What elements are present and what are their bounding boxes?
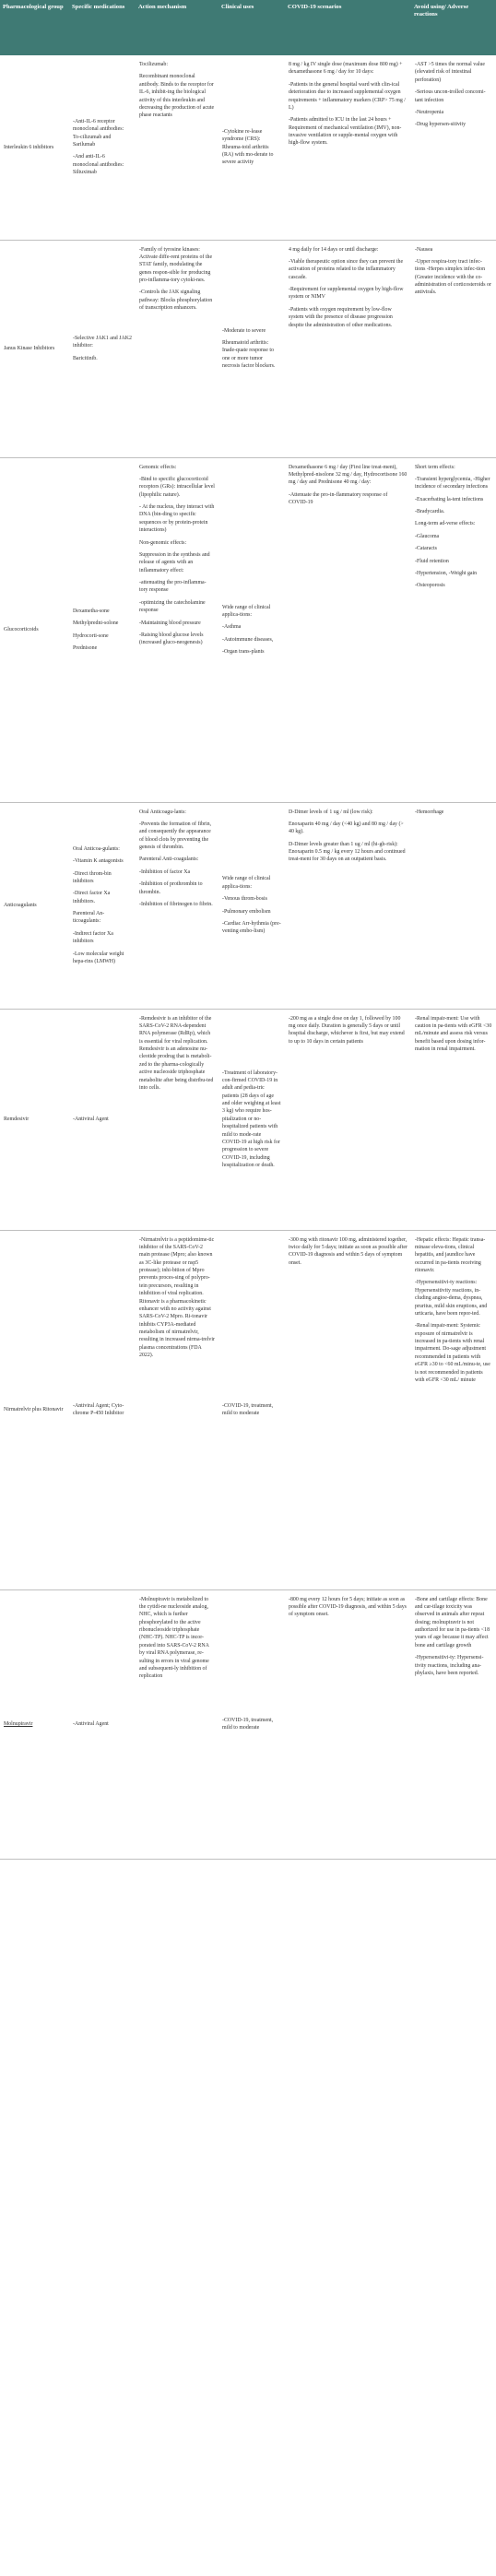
mechanism-cell bbox=[136, 55, 218, 240]
cell-line: -Controls the JAK signaling pathway: Blocks phosphorylation of transcription enhancers. bbox=[139, 290, 213, 312]
cell-line: -COVID-19, treatment, mild to moderate bbox=[222, 1717, 274, 1731]
cell-line: Short term effects: bbox=[415, 464, 455, 470]
cell-line: -COVID-19, treatment, mild to moderate bbox=[222, 1402, 274, 1416]
regimen-cell bbox=[285, 1589, 411, 1859]
uses-cell bbox=[218, 802, 285, 1009]
cell-line: -Bone and cartilage effects: Bone and car-tilage toxicity was observed in animals after repeat dosing; molnupiravir is not authorized for use in pa-tients <18 years of age because it may affect bone and cartilage growth bbox=[415, 1596, 490, 1648]
cell-line: -Fluid retention bbox=[415, 558, 449, 564]
table-row bbox=[0, 55, 496, 240]
cell-line: -Direct throm-bin inhibitors bbox=[73, 870, 112, 884]
cell-line: -Inhibition of fibrinogen to fibrin. bbox=[139, 901, 213, 907]
adverse-cell bbox=[411, 1009, 496, 1230]
cell-line: -Venous throm-bosis bbox=[222, 896, 267, 903]
uses-cell bbox=[218, 55, 285, 240]
cell-line: -Cardiac Arr-hythmia (pre-venting embo-lism) bbox=[222, 920, 281, 935]
cell-line: -Hypersensitivi-ty: Hypersensi-tivity reactions, including ana-phylaxis, have been reported. bbox=[415, 1655, 484, 1676]
cell-line: -Neutropenia bbox=[415, 109, 444, 115]
mechanism-cell bbox=[136, 457, 218, 802]
cell-line: -Upper respira-tory tract infec-tions -Herpes simplex infec-tion (Greater incidence with the co-administration of corticosteroids or antivirals. bbox=[415, 258, 491, 296]
adverse-cell bbox=[411, 802, 496, 1009]
regimen-cell bbox=[285, 457, 411, 802]
cell-line: -Direct factor Xa inhibitors. bbox=[73, 891, 111, 904]
cell-line: -Family of tyrosine kinases: Activate diffe-rent proteins of the STAT family, modulating the genes respon-sible for producing pro-inflamma-tory cytoki-nes. bbox=[139, 246, 213, 283]
cell-line: -Prevents the formation of fibrin, and consequently the appearance of blood clots by preventing the genesis of thrombin. bbox=[139, 821, 212, 850]
header-row bbox=[0, 0, 496, 55]
mechanism-cell bbox=[136, 1009, 218, 1230]
header-mechanism: Action mechanism bbox=[136, 0, 218, 55]
cell-line: 8 mg / kg IV single dose (maximum dose 800 mg) + dexamethasone 6 mg / day for 10 days: bbox=[289, 62, 403, 76]
uses-cell bbox=[218, 1589, 285, 1859]
mechanism-cell bbox=[136, 240, 218, 457]
table-row bbox=[0, 457, 496, 802]
table-row bbox=[0, 1009, 496, 1230]
header-avoid: Avoid using/ Adverse reactions bbox=[411, 0, 496, 55]
header-regimen: COVID-19 scenarios bbox=[285, 0, 411, 55]
cell-line: -Low molecular weight hepa-rins (LMWH) bbox=[73, 951, 124, 964]
uses-cell bbox=[218, 1230, 285, 1589]
cell-line: Dexametha-sone bbox=[73, 608, 110, 614]
mechanism-cell bbox=[136, 1230, 218, 1589]
medications-cell bbox=[69, 802, 136, 1009]
uses-cell bbox=[218, 457, 285, 802]
cell-line: 4 mg daily for 14 days or until discharge: bbox=[289, 246, 379, 253]
cell-line: Recombinant monoclonal antibody. Binds to the receptor for IL-6, inhibit-ing the biological activity of this interleukin and decreasing the production of acute phase reactants bbox=[139, 74, 215, 119]
cell-line: -Pulmonary embolism bbox=[222, 908, 271, 915]
cell-line: -Patients in the general hospital ward with clin-ical deterioration due to increased supplemental oxygen requirements + inflammatory markers (CRP> 75 mg / L) bbox=[289, 81, 406, 111]
cell-line: -Molnupiravir is metabolized to the cytidi-ne nucleoside analog, NHC, which is further phosphorylated to the active ribonucleoside triphosphate (NHC-TP). NHC-TP is incor-porated into SARS-CoV-2 RNA by viral RNA polymerase, re-sulting in errors in viral genome and subsequent-ly inhibition of replication bbox=[139, 1596, 209, 1680]
cell-line: -Antiviral Agent bbox=[73, 1116, 109, 1122]
uses-cell bbox=[218, 240, 285, 457]
regimen-cell bbox=[285, 55, 411, 240]
adverse-cell bbox=[411, 55, 496, 240]
adverse-cell bbox=[411, 1589, 496, 1859]
cell-line: -Osteoporosis bbox=[415, 583, 445, 589]
medications-cell bbox=[69, 240, 136, 457]
cell-line: -Antiviral Agent bbox=[73, 1720, 109, 1727]
cell-line: Non-genomic effects: bbox=[139, 539, 187, 546]
cell-line: -Requirement for supplemental oxygen by high-flow system or NIMV bbox=[289, 287, 404, 301]
cell-line: -Cytokine re-lease syndrome (CRS): Rheuma-toid arthritis (RA) with mo-derate to severe activity bbox=[222, 128, 274, 166]
cell-line: -Drug hypersen-sitivity bbox=[415, 122, 466, 128]
cell-line: Prednisone bbox=[73, 644, 98, 651]
cell-line: -Transient hyperglycemia, -Higher incidence of secondary infections bbox=[415, 476, 490, 490]
medications-cell bbox=[69, 1009, 136, 1230]
cell-line: Tocilizumab: bbox=[139, 62, 168, 67]
cell-line: Wide range of clinical applica-tions: bbox=[222, 876, 271, 890]
cell-line: -Renal impair-ment: Systemic exposure of nirmatrelvir is increased in pa-tients with renal impairment. Do-sage adjustment recommended in patients with eGFR ≥30 to <60 mL/minu-te, use is not recommended in patients with eGFR <30 mL/ minute bbox=[415, 1323, 490, 1383]
cell-line: D-Dimer levels greater than 1 ug / ml (hi-gh-risk): Enoxaparin 0.5 mg / kg every 12 hours and continued treat-ment for 30 days on an outpatient basis. bbox=[289, 841, 406, 863]
cell-line: -Hepatic effects: Hepatic transa-minase eleva-tions, clinical hepatitis, and jaundice have occurred in pa-tients receiving ritonavir. bbox=[415, 1236, 486, 1273]
uses-cell bbox=[218, 1009, 285, 1230]
cell-line: -Selective JAK1 and JAK2 inhibitor: bbox=[73, 335, 132, 349]
adverse-cell bbox=[411, 1230, 496, 1589]
cell-line: -Raising blood glucose levels (increased gluco-neogenesis) bbox=[139, 632, 204, 646]
cell-line: Parenteral An-ticoagulants: bbox=[73, 911, 105, 925]
cell-line: -Treatment of laboratory-con-firmed COVID-19 in adult and pedia-tric patients (28 days of age and older weighing at least 3 kg) who require hos-pitalization or no-hospitalized patients with mild to mode-rate COVID-19 at high risk for progression to severe COVID-19, including hospitalization or death. bbox=[222, 1069, 281, 1169]
cell-line: -attenuating the pro-inflamma-tory response bbox=[139, 580, 207, 594]
table-row bbox=[0, 802, 496, 1009]
medications-cell bbox=[69, 457, 136, 802]
cell-line: -Patients with oxygen requirement by low-flow system with the presence of disease progression despite the administration of other medications. bbox=[289, 306, 393, 328]
cell-line: -Bradycardia. bbox=[415, 509, 445, 514]
cell-line: Hydrocorti-sone bbox=[73, 632, 109, 639]
cell-line: Suppression in the synthesis and release of agents with an inflammatory effect: bbox=[139, 551, 210, 573]
cell-line: -Hypersensitivi-ty reactions: Hypersensitivity reactions, in-cluding angioe-dema, dyspnea, pruritus, mild skin eruptions, and urticaria, have been repor-ted. bbox=[415, 1280, 488, 1317]
group-cell: Remdesivir bbox=[0, 1009, 69, 1230]
cell-line: Parenteral Anti-coagulants: bbox=[139, 857, 199, 863]
cell-line: -Serious uncon-trolled concomi-tant infection bbox=[415, 89, 486, 103]
cell-line: -Bind to specific glucocorticoid receptors (GRs): intracellular level (lipophilic nature). bbox=[139, 476, 215, 498]
cell-line: -Nausea bbox=[415, 246, 433, 253]
regimen-cell bbox=[285, 240, 411, 457]
cell-line: Wide range of clinical applica-tions: bbox=[222, 604, 271, 618]
regimen-cell bbox=[285, 1009, 411, 1230]
cell-line: -Anti-IL-6 receptor monoclonal antibodies: To-cilizumab and Sarilumab bbox=[73, 118, 124, 148]
cell-line: -Inhibition of prothrombin to thrombin. bbox=[139, 881, 203, 895]
header-group: Pharmacological group bbox=[0, 0, 69, 55]
medications-cell bbox=[69, 55, 136, 240]
cell-line: -Viable therapeutic option since they can prevent the activation of proteins related to the inflammatory cascade. bbox=[289, 258, 404, 280]
cell-line: Long-term ad-verse effects: bbox=[415, 521, 476, 527]
cell-line: Baricitinib. bbox=[73, 355, 98, 361]
cell-line: -Renal impair-ment: Use with caution in pa-tients with eGFR <30 mL/minute and assess risk versus benefit based upon dosing infor-mation in renal impairment. bbox=[415, 1015, 492, 1052]
mechanism-cell bbox=[136, 1589, 218, 1859]
header-meds: Specific medications bbox=[69, 0, 136, 55]
cell-line: -Maintaining blood pressure bbox=[139, 620, 201, 626]
cell-line: - At the nucleus, they interact with DNA (bin-ding to specific sequences or by protein-protein interactions) bbox=[139, 504, 215, 534]
cell-line: -Nirmatrelvir is a peptidomime-tic inhibitor of the SARS-CoV-2 main protease (Mpro; also known as 3C-like protease or nsp5 protease); inhi-bition of Mpro prevents proces-sing of polypro-tein precursors, resulting in inhibition of viral replication. Ritonavir is a pharmacokinetic enhancer with no activity against SARS-CoV-2 Mpro. Ri-tonavir inhibits CYP3A-mediated metabolism of nirmatrelvir, resulting in increased nirma-trelvir plasma concentrations (FDA 2022). bbox=[139, 1236, 215, 1359]
regimen-cell bbox=[285, 802, 411, 1009]
cell-line: -Indirect factor Xa inhibitors bbox=[73, 930, 113, 945]
cell-line: -200 mg as a single dose on day 1, followed by 100 mg once daily. Duration is generally 5 days or until hospital discharge, whichever is first, but may extend to up to 10 days in certain patients bbox=[289, 1015, 405, 1045]
group-cell: Janus Kinase Inhibitors bbox=[0, 240, 69, 457]
cell-line: D-Dimer levels of 1 ug / ml (low risk): bbox=[289, 809, 373, 815]
medications-cell bbox=[69, 1230, 136, 1589]
cell-line: -Exacerbating la-tent infections bbox=[415, 496, 484, 502]
table-row bbox=[0, 240, 496, 457]
group-cell: Molnupiravir bbox=[0, 1589, 69, 1859]
cell-line: -Hemorrhage bbox=[415, 809, 444, 815]
cell-line: -Patients admitted to ICU in the last 24 hours + Requirement of mechanical ventilation (IMV), non-invasive ventilation or supple-mental oxygen with high-flow system. bbox=[289, 117, 402, 147]
cell-line: -Organ trans-plants bbox=[222, 649, 265, 656]
cell-line: -Asthma bbox=[222, 624, 242, 631]
header-uses: Clinical uses bbox=[218, 0, 285, 55]
cell-line: -Moderate to severe bbox=[222, 327, 266, 334]
cell-line: -optimizing the catecholamine response bbox=[139, 599, 206, 614]
table-row bbox=[0, 1589, 496, 1859]
mechanism-cell bbox=[136, 802, 218, 1009]
cell-line: -AST >5 times the normal value (elevated risk of intestinal perforation) bbox=[415, 62, 486, 83]
cell-line: Rheumatoid arthritis: Inade-quate response to one or more tumor necrosis factor blockers. bbox=[222, 339, 276, 370]
cell-line: -Hypertension, -Weight gain bbox=[415, 570, 478, 576]
cell-line: Enoxaparin 40 mg / day (<40 kg) and 80 mg / day (> 40 kg). bbox=[289, 821, 404, 835]
cell-line: -Glaucoma bbox=[415, 533, 440, 539]
medications-cell bbox=[69, 1589, 136, 1859]
cell-line: -Vitamin K antagonists bbox=[73, 858, 124, 865]
cell-line: -Inhibition of factor Xa bbox=[139, 869, 191, 875]
cell-line: Oral Anticoa-gulants: bbox=[73, 845, 120, 852]
cell-line: -And anti-IL-6 monoclonal antibodies: Siltuximab bbox=[73, 154, 124, 176]
cell-line: -Antiviral Agent; Cyto-chrome P-450 Inhibitor bbox=[73, 1402, 124, 1416]
cell-line: Methylpredni-solone bbox=[73, 620, 119, 627]
adverse-cell bbox=[411, 457, 496, 802]
cell-line: -300 mg with ritonavir 100 mg, administered together, twice daily for 5 days; initiate as soon as possible after COVID-19 diagnosis and within 5 days of symptom onset. bbox=[289, 1236, 407, 1266]
cell-line: -Attenuate the pro-in-flammatory response of COVID-19 bbox=[289, 491, 388, 505]
group-cell: Interleukin 6 inhibitors bbox=[0, 55, 69, 240]
group-cell: Glucocorticoids bbox=[0, 457, 69, 802]
cell-line: -Autoimmune diseases, bbox=[222, 636, 274, 643]
cell-line: Oral Anticoagu-lants: bbox=[139, 809, 186, 815]
cell-line: -800 mg every 12 hours for 5 days; initiate as soon as possible after COVID-19 diagnosis, and within 5 days of symptom onset. bbox=[289, 1596, 407, 1618]
cell-line: -Cataracts bbox=[415, 546, 437, 552]
adverse-cell bbox=[411, 240, 496, 457]
group-cell: Anticoagulants bbox=[0, 802, 69, 1009]
table-row bbox=[0, 1230, 496, 1589]
cell-line: Dexamethasone 6 mg / day (First line treat-ment), Methylpred-nisolone 32 mg / day, Hydrocortisone 160 mg / day and Prednisone 40 mg / day: bbox=[289, 464, 407, 486]
cell-line: Genomic effects: bbox=[139, 464, 177, 470]
cell-line: -Remdesivir is an inhibitor of the SARS-CoV-2 RNA-dependent RNA polymerase (RdRp), which is essential for viral replication. Remdesivir is an adenosine nu-cleotide prodrug that is metaboli-zed to the pharma-cologically active nucleoside triphosphate metabolite after being distribu-ted into cells. bbox=[139, 1015, 214, 1091]
group-cell: Nirmatrelvir plus Ritonavir bbox=[0, 1230, 69, 1589]
regimen-cell bbox=[285, 1230, 411, 1589]
